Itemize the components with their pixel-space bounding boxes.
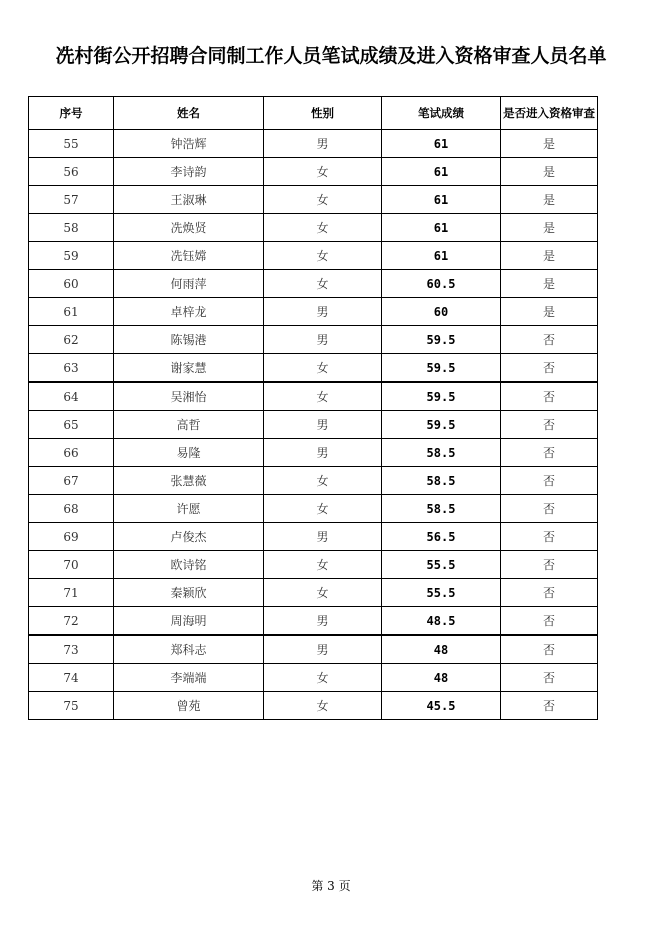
row-qualified: 否 <box>501 354 598 383</box>
table-row <box>29 382 598 411</box>
page-number: 第 3 页 <box>311 879 351 893</box>
row-name: 卢俊杰 <box>114 523 264 551</box>
row-score: 61 <box>382 214 501 242</box>
table-row <box>29 551 598 579</box>
table-row <box>29 130 598 158</box>
row-gender: 女 <box>264 579 382 607</box>
row-name: 王淑琳 <box>114 186 264 214</box>
row-score: 56.5 <box>382 523 501 551</box>
row-qualified: 否 <box>501 607 598 636</box>
row-index: 66 <box>29 439 114 467</box>
row-gender: 男 <box>264 130 382 158</box>
row-name: 曾苑 <box>114 692 264 720</box>
row-name: 郑科志 <box>114 635 264 664</box>
header-score: 笔试成绩 <box>382 97 501 130</box>
row-gender: 女 <box>264 354 382 383</box>
row-score: 48 <box>382 635 501 664</box>
row-qualified: 是 <box>501 242 598 270</box>
row-score: 61 <box>382 130 501 158</box>
table-row <box>29 692 598 720</box>
table-row <box>29 579 598 607</box>
row-name: 李端端 <box>114 664 264 692</box>
row-name: 许愿 <box>114 495 264 523</box>
row-index: 59 <box>29 242 114 270</box>
row-score: 55.5 <box>382 551 501 579</box>
row-score: 59.5 <box>382 354 501 383</box>
row-qualified: 否 <box>501 495 598 523</box>
row-score: 61 <box>382 186 501 214</box>
row-name: 陈锡港 <box>114 326 264 354</box>
row-score: 59.5 <box>382 382 501 411</box>
row-qualified: 是 <box>501 186 598 214</box>
row-score: 58.5 <box>382 495 501 523</box>
row-gender: 男 <box>264 607 382 636</box>
table-row <box>29 523 598 551</box>
row-gender: 女 <box>264 242 382 270</box>
results-table <box>28 96 598 720</box>
row-gender: 男 <box>264 635 382 664</box>
table-row <box>29 186 598 214</box>
row-name: 何雨萍 <box>114 270 264 298</box>
row-qualified: 否 <box>501 382 598 411</box>
row-index: 67 <box>29 467 114 495</box>
row-score: 45.5 <box>382 692 501 720</box>
row-name: 卓梓龙 <box>114 298 264 326</box>
row-qualified: 是 <box>501 158 598 186</box>
row-gender: 女 <box>264 158 382 186</box>
table-row <box>29 354 598 383</box>
table-row <box>29 158 598 186</box>
row-score: 58.5 <box>382 439 501 467</box>
row-qualified: 否 <box>501 664 598 692</box>
header-qualified: 是否进入资格审查 <box>501 97 598 130</box>
row-index: 63 <box>29 354 114 383</box>
header-index: 序号 <box>29 97 114 130</box>
row-gender: 女 <box>264 467 382 495</box>
row-name: 高哲 <box>114 411 264 439</box>
row-score: 58.5 <box>382 467 501 495</box>
row-gender: 女 <box>264 382 382 411</box>
row-index: 61 <box>29 298 114 326</box>
row-name: 谢家慧 <box>114 354 264 383</box>
row-index: 74 <box>29 664 114 692</box>
row-qualified: 否 <box>501 326 598 354</box>
row-name: 冼钰嫦 <box>114 242 264 270</box>
row-gender: 女 <box>264 186 382 214</box>
row-score: 61 <box>382 242 501 270</box>
row-name: 秦颖欣 <box>114 579 264 607</box>
row-score: 55.5 <box>382 579 501 607</box>
row-qualified: 否 <box>501 411 598 439</box>
row-name: 吴湘怡 <box>114 382 264 411</box>
row-index: 65 <box>29 411 114 439</box>
table-row <box>29 270 598 298</box>
table-row <box>29 664 598 692</box>
row-name: 周海明 <box>114 607 264 636</box>
row-qualified: 是 <box>501 298 598 326</box>
row-qualified: 是 <box>501 214 598 242</box>
row-index: 70 <box>29 551 114 579</box>
table-row <box>29 495 598 523</box>
row-index: 57 <box>29 186 114 214</box>
row-qualified: 否 <box>501 523 598 551</box>
row-gender: 女 <box>264 551 382 579</box>
row-gender: 女 <box>264 664 382 692</box>
page-title: 冼村街公开招聘合同制工作人员笔试成绩及进入资格审查人员名单 <box>55 45 607 67</box>
row-name: 易隆 <box>114 439 264 467</box>
row-index: 75 <box>29 692 114 720</box>
row-index: 72 <box>29 607 114 636</box>
table-row <box>29 439 598 467</box>
header-gender: 性别 <box>264 97 382 130</box>
row-gender: 女 <box>264 270 382 298</box>
row-gender: 男 <box>264 298 382 326</box>
row-gender: 男 <box>264 523 382 551</box>
row-index: 68 <box>29 495 114 523</box>
row-name: 冼焕贤 <box>114 214 264 242</box>
row-name: 李诗韵 <box>114 158 264 186</box>
table-row <box>29 298 598 326</box>
row-index: 64 <box>29 382 114 411</box>
row-qualified: 否 <box>501 439 598 467</box>
row-index: 62 <box>29 326 114 354</box>
row-index: 56 <box>29 158 114 186</box>
row-score: 60.5 <box>382 270 501 298</box>
row-name: 欧诗铭 <box>114 551 264 579</box>
row-index: 55 <box>29 130 114 158</box>
row-score: 61 <box>382 158 501 186</box>
table-row <box>29 607 598 636</box>
table-row <box>29 467 598 495</box>
row-name: 张慧薇 <box>114 467 264 495</box>
row-index: 73 <box>29 635 114 664</box>
row-qualified: 是 <box>501 270 598 298</box>
row-gender: 男 <box>264 439 382 467</box>
table-header <box>29 97 598 130</box>
row-index: 69 <box>29 523 114 551</box>
row-qualified: 是 <box>501 130 598 158</box>
row-qualified: 否 <box>501 467 598 495</box>
table-row <box>29 214 598 242</box>
row-qualified: 否 <box>501 635 598 664</box>
row-qualified: 否 <box>501 551 598 579</box>
row-score: 48 <box>382 664 501 692</box>
row-score: 59.5 <box>382 411 501 439</box>
row-index: 60 <box>29 270 114 298</box>
row-qualified: 否 <box>501 692 598 720</box>
row-qualified: 否 <box>501 579 598 607</box>
table-row <box>29 635 598 664</box>
table-row <box>29 242 598 270</box>
row-gender: 男 <box>264 411 382 439</box>
table-row <box>29 411 598 439</box>
row-index: 71 <box>29 579 114 607</box>
table-row <box>29 326 598 354</box>
row-index: 58 <box>29 214 114 242</box>
row-score: 59.5 <box>382 326 501 354</box>
header-name: 姓名 <box>114 97 264 130</box>
row-gender: 女 <box>264 692 382 720</box>
row-score: 48.5 <box>382 607 501 636</box>
row-name: 钟浩辉 <box>114 130 264 158</box>
row-gender: 男 <box>264 326 382 354</box>
row-gender: 女 <box>264 214 382 242</box>
row-gender: 女 <box>264 495 382 523</box>
row-score: 60 <box>382 298 501 326</box>
